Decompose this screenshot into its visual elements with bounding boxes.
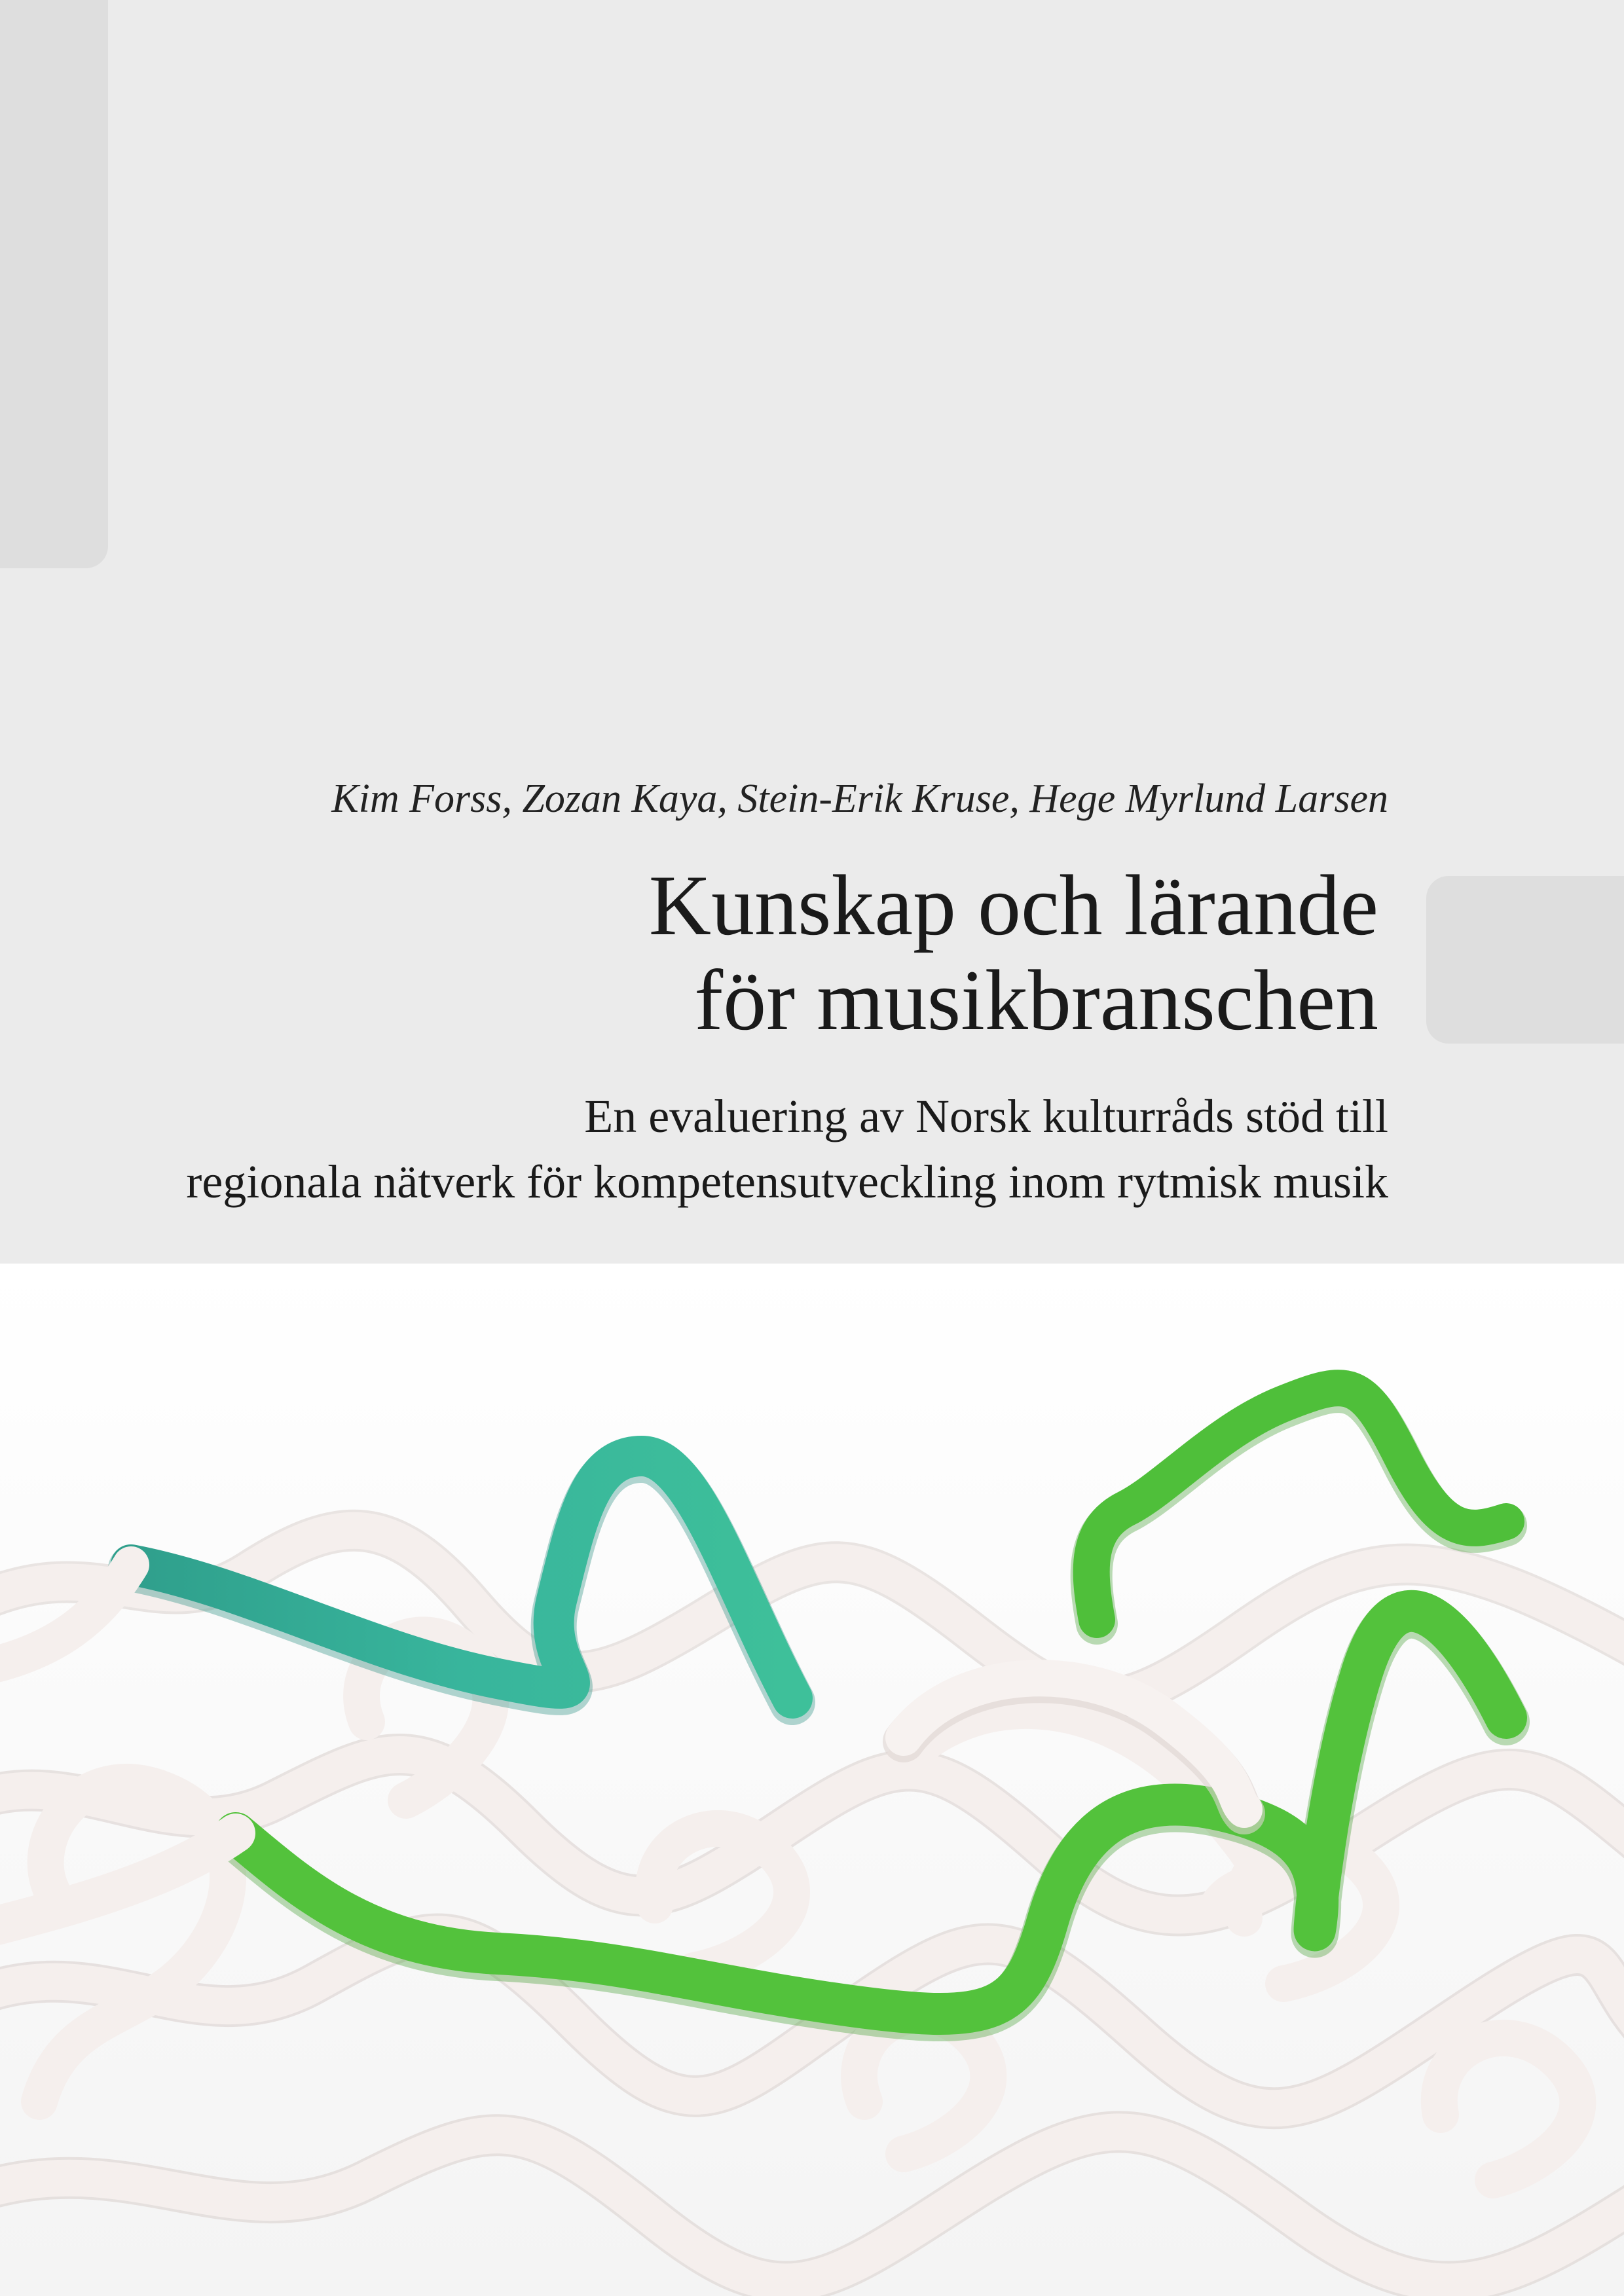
left-decorative-tab [0,0,108,568]
title-line-2: för musikbranschen [694,952,1378,1048]
cover-title [649,858,1378,1048]
cover-subtitle [186,1084,1388,1214]
title-line-1: Kunskap och lärande [648,857,1378,953]
right-decorative-tab [1426,876,1624,1044]
authors: Kim Forss, Zozan Kaya, Stein-Erik Kruse, Hege Myrlund Larsen [331,776,1388,821]
subtitle-line-1: En evaluering av Norsk kulturråds stöd till [584,1090,1388,1142]
cover-photo [0,1264,1624,2296]
subtitle-line-2: regionala nätverk för kompetensutveckling inom rytmisk musik [186,1156,1388,1208]
clay-tubes-illustration [0,1264,1624,2296]
